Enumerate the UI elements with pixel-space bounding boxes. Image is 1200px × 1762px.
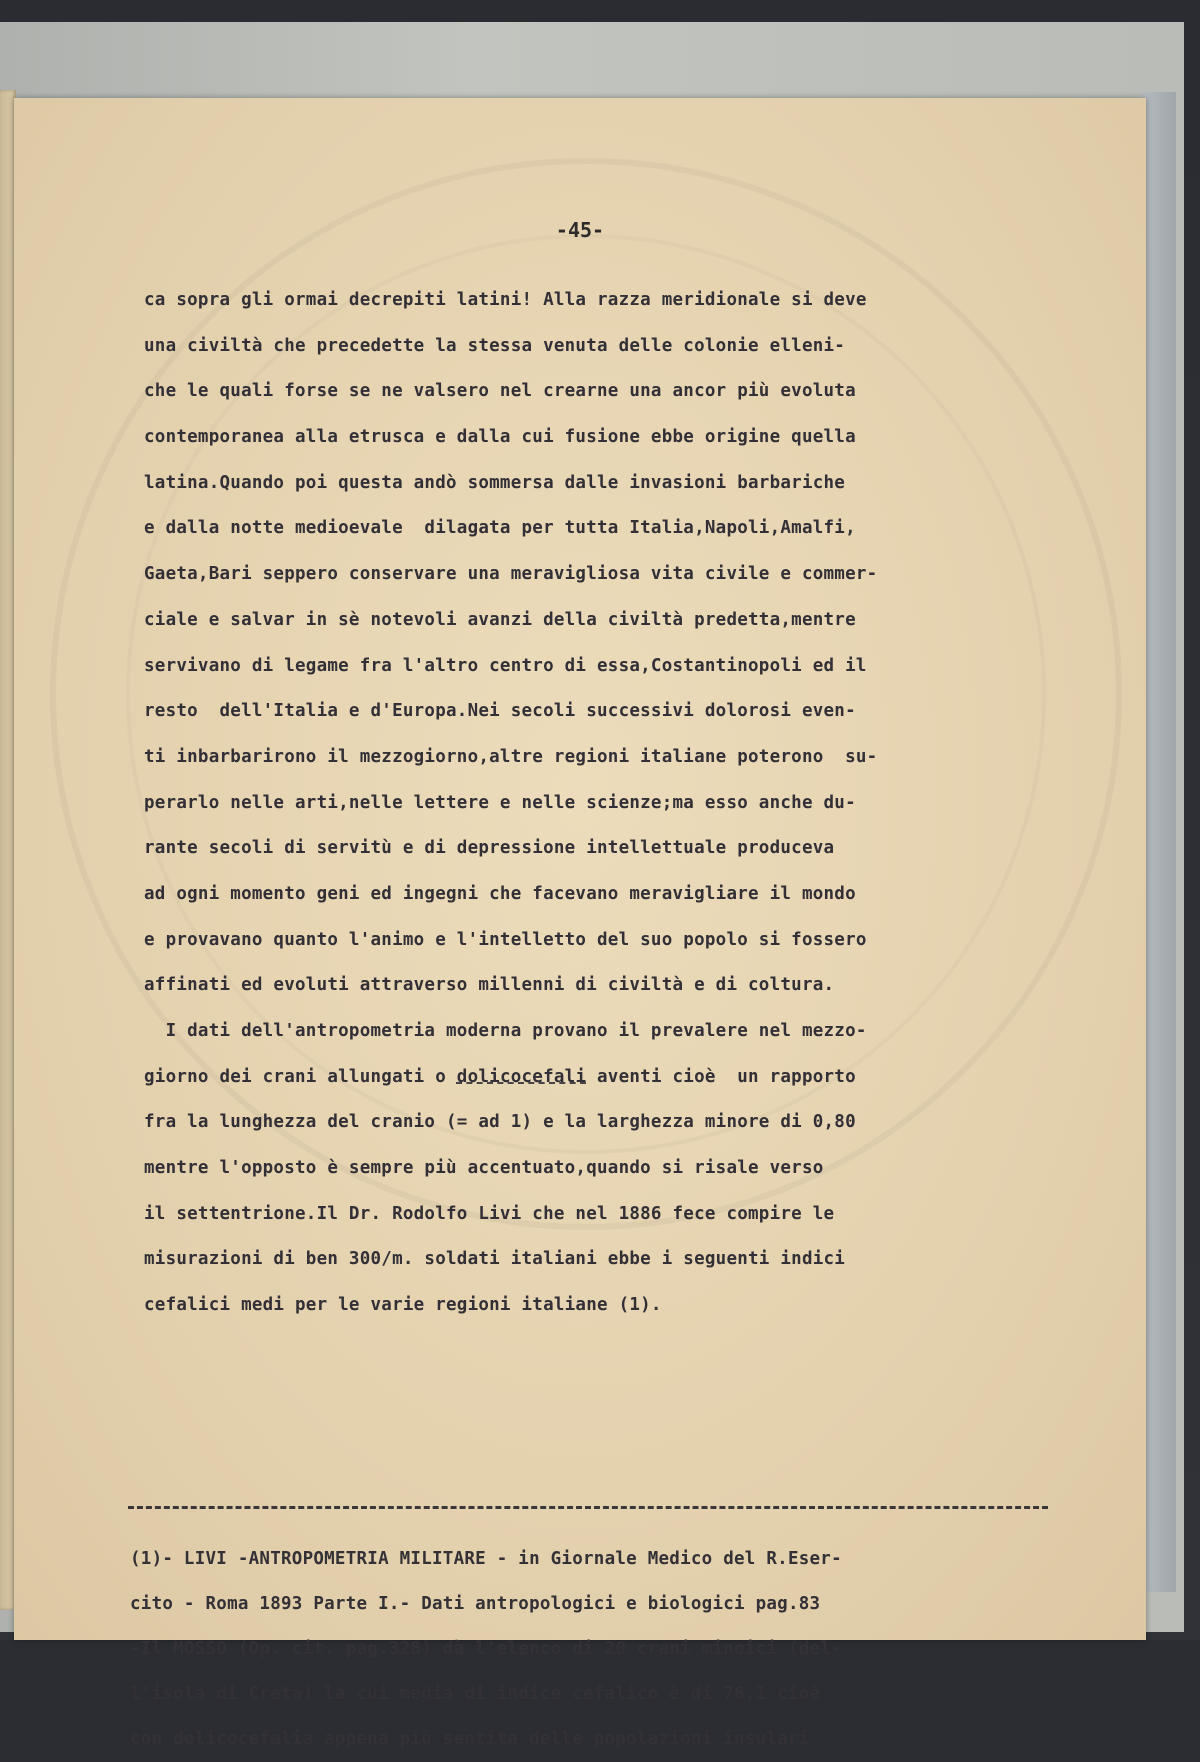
binding-strip	[1142, 92, 1176, 1592]
text-line: che le quali forse se ne valsero nel crearne una ancor più evoluta	[144, 381, 856, 402]
line-prefix: giorno dei crani allungati o	[144, 1066, 457, 1087]
footnote-line: (1)- LIVI -ANTROPOMETRIA MILITARE - in Giornale Medico del R.Eser-	[130, 1549, 842, 1569]
text-line: e provavano quanto l'animo e l'intelletto del suo popolo si fossero	[144, 929, 867, 950]
footnote-line: con dolicocefalia appena più sentita delle popolazioni insulari	[130, 1729, 810, 1749]
text-line: il settentrione.Il Dr. Rodolfo Livi che nel 1886 fece compire le	[144, 1203, 835, 1224]
text-line: ciale e salvar in sè notevoli avanzi della civiltà predetta,mentre	[144, 609, 856, 630]
text-line: ti inbarbarirono il mezzogiorno,altre regioni italiane poterono su-	[144, 746, 878, 767]
text-line: e dalla notte medioevale dilagata per tutta Italia,Napoli,Amalfi,	[144, 518, 856, 539]
footnote-line: cito - Roma 1893 Parte I.- Dati antropologici e biologici pag.83	[130, 1594, 821, 1614]
text-line: una civiltà che precedette la stessa venuta delle colonie elleni-	[144, 335, 846, 356]
typed-page	[14, 98, 1146, 1640]
text-line: misurazioni di ben 300/m. soldati italiani ebbe i seguenti indici	[144, 1249, 846, 1270]
text-line: I dati dell'antropometria moderna provano il prevalere nel mezzo-	[144, 1021, 867, 1041]
text-line: affinati ed evoluti attraverso millenni di civiltà e di coltura.	[144, 975, 835, 996]
body-text	[144, 278, 1064, 1329]
line-suffix: aventi cioè un rapporto	[586, 1066, 856, 1087]
text-line: ca sopra gli ormai decrepiti latini! Alla razza meridionale si deve	[144, 290, 867, 310]
text-line: perarlo nelle arti,nelle lettere e nelle scienze;ma esso anche du-	[144, 792, 856, 813]
footnote-line: l'isola di Creta) la cui media di indice cefalico è di 76,1 cioè	[130, 1684, 821, 1704]
footnote-line: -Il MOSSO (Op. cit. pag.328) dà l'elenco di 20 crani minoici (del-	[130, 1639, 842, 1659]
text-line: cefalici medi per le varie regioni italiane (1).	[144, 1295, 662, 1316]
text-line: fra la lunghezza del cranio (= ad 1) e la larghezza minore di 0,80	[144, 1112, 856, 1133]
page-number: -45-	[555, 218, 605, 242]
footnote-separator	[128, 1506, 1048, 1509]
text-line: mentre l'opposto è sempre più accentuato,quando si risale verso	[144, 1158, 824, 1179]
text-line-with-underline	[144, 1055, 1064, 1101]
text-line: rante secoli di servitù e di depressione intellettuale produceva	[144, 838, 835, 859]
text-line: servivano di legame fra l'altro centro di essa,Costantinopoli ed il	[144, 655, 867, 676]
underlined-term: dolicocefali	[456, 1066, 587, 1087]
text-line: ad ogni momento geni ed ingegni che facevano meravigliare il mondo	[144, 883, 856, 904]
text-line: contemporanea alla etrusca e dalla cui fusione ebbe origine quella	[144, 427, 856, 448]
text-line: latina.Quando poi questa andò sommersa dalle invasioni barbariche	[144, 472, 846, 493]
text-line: resto dell'Italia e d'Europa.Nei secoli successivi dolorosi even-	[144, 701, 856, 722]
footnote	[130, 1537, 1050, 1762]
text-line: Gaeta,Bari seppero conservare una meravigliosa vita civile e commer-	[144, 564, 878, 585]
